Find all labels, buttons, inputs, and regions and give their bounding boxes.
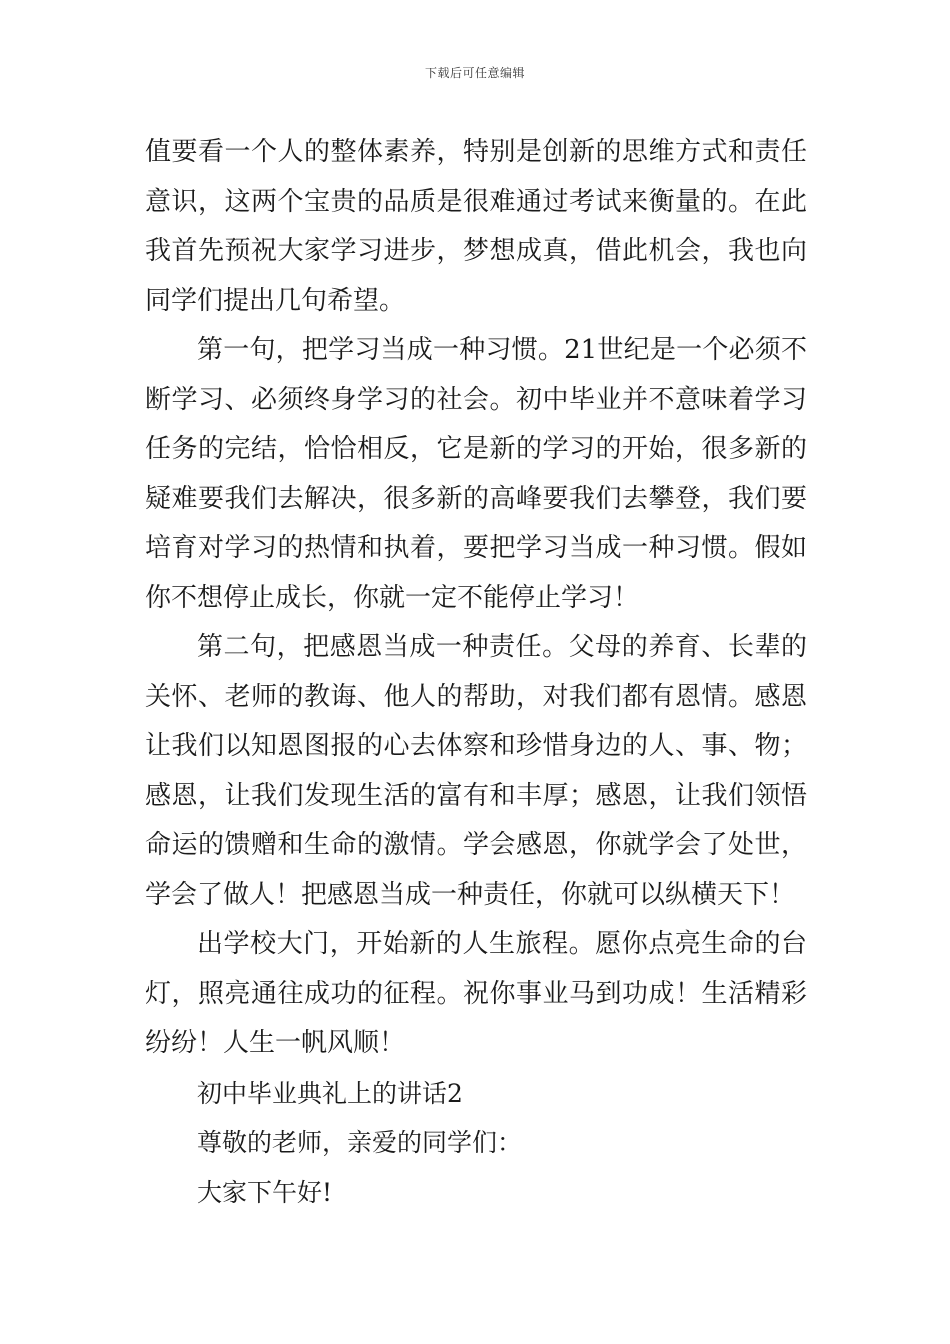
salutation: 尊敬的老师，亲爱的同学们： bbox=[197, 1128, 523, 1157]
paragraph-learning: 第一句，把学习当成一种习惯。21世纪是一个必须不断学习、必须终身学习的社会。初中毕业并不意味着学习任务的完结，恰恰相反，它是新的学习的开始，很多新的疑难要我们去解决，很多新的高峰要我们去攀登，我们要培育对学习的热情和执着，要把学习当成一种习惯。假如你不想停止成长，你就一定不能停止学习！ bbox=[145, 335, 807, 613]
section-title: 初中毕业典礼上的讲话2 bbox=[197, 1078, 463, 1108]
paragraph-farewell: 出学校大门，开始新的人生旅程。愿你点亮生命的台灯，照亮通往成功的征程。祝你事业马到功成！生活精彩纷纷！人生一帆风顺！ bbox=[145, 929, 807, 1058]
greeting: 大家下午好! bbox=[197, 1177, 333, 1207]
paragraph-continued: 值要看一个人的整体素养，特别是创新的思维方式和责任意识，这两个宝贵的品质是很难通过考试来衡量的。在此我首先预祝大家学习进步，梦想成真，借此机会，我也向同学们提出几句希望。 bbox=[145, 137, 807, 316]
page-header: 下载后可任意编辑 bbox=[424, 66, 525, 80]
paragraph-gratitude: 第二句，把感恩当成一种责任。父母的养育、长辈的关怀、老师的教诲、他人的帮助，对我们都有恩情。感恩让我们以知恩图报的心去体察和珍惜身边的人、事、物；感恩，让我们发现生活的富有和丰厚；感恩，让我们领悟命运的馈赠和生命的激情。学会感恩，你就学会了处世，学会了做人！把感恩当成一种责任，你就可以纵横天下！ bbox=[145, 632, 807, 910]
document-body bbox=[145, 128, 807, 1217]
